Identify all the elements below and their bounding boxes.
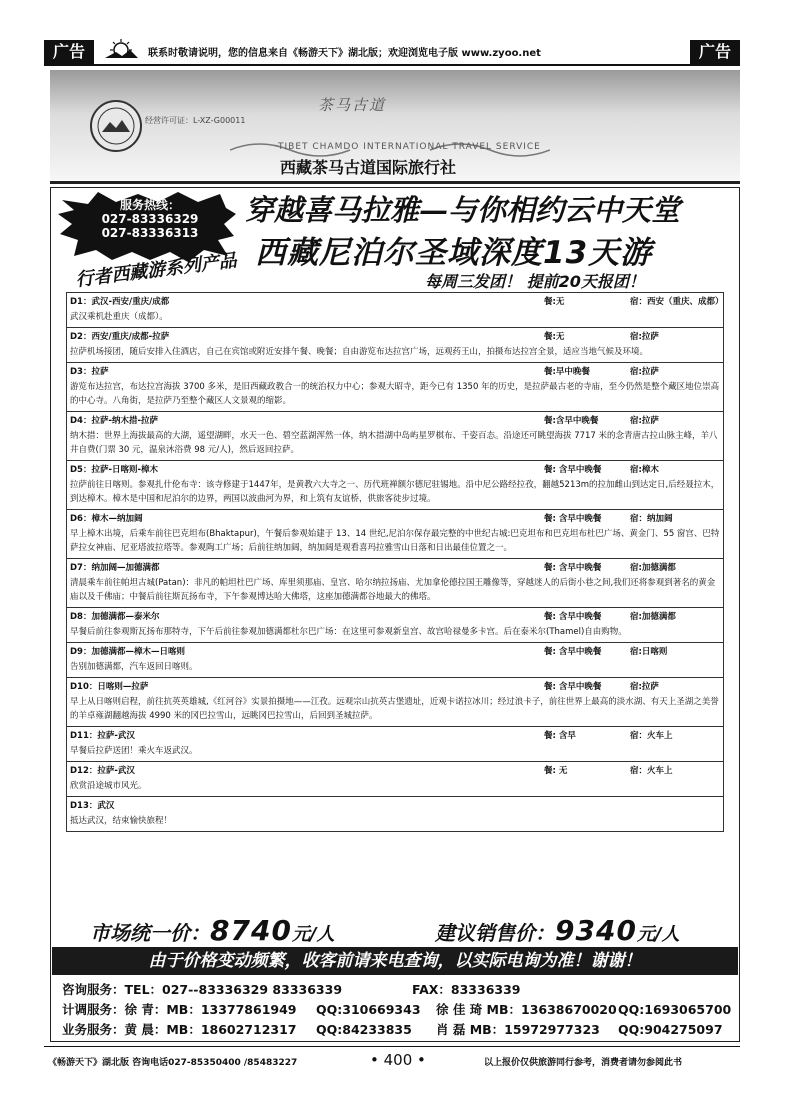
day-meals: 餐: 含早中晚餐 (544, 514, 602, 524)
day-lodging: 宿:拉萨 (630, 367, 659, 377)
ad-tag-left: 广告 (44, 40, 94, 64)
day-lodging: 宿：纳加阔 (630, 514, 673, 524)
sales-1-phone: 业务服务：黄 晨：MB：18602712317 (62, 1022, 297, 1037)
day-title: D2：西安/重庆/成都-拉萨 (70, 332, 170, 342)
day-header (70, 463, 720, 478)
ad-notice: 联系时敬请说明，您的信息来自《畅游天下》湖北版；欢迎浏览电子版 www.zyoo.net (148, 48, 541, 59)
ad-tag-right: 广告 (690, 40, 740, 64)
market-price (90, 914, 335, 947)
sales-1-qq: QQ:84233835 (316, 1022, 412, 1037)
itinerary-day (67, 797, 723, 831)
itinerary-day (67, 559, 723, 608)
day-title: D5：拉萨-日喀则-樟木 (70, 465, 159, 475)
company-name: 西藏茶马古道国际旅行社 (280, 158, 457, 177)
day-meals: 餐:无 (544, 297, 565, 307)
footer-divider (44, 1046, 740, 1047)
day-title: D10：日喀则—拉萨 (70, 682, 149, 692)
price-notice-bar: 由于价格变动频繁，收客前请来电查询，以实际电询为准！谢谢！ (52, 947, 738, 975)
suggested-price-value: 9340 (555, 914, 637, 947)
company-emblem-icon (88, 98, 144, 154)
planner-2-qq: QQ:1693065700 (618, 1002, 732, 1017)
contact-block (62, 980, 742, 1040)
day-description: 早上从日喀则启程，前往抗英英雄城,《红河谷》实景拍摄地——江孜。远观宗山抗英古堡遗址，近观卡诺拉冰川；经过浪卡子，前往世界上最高的淡水湖、有天上圣湖之美誉的羊卓雍湖翻越海拔 4990 米的冈巴拉雪山，远眺冈巴拉雪山，后回到圣城拉萨。 (70, 697, 719, 721)
market-price-value: 8740 (210, 914, 292, 947)
sales-2-qq: QQ:904275097 (618, 1022, 723, 1037)
day-description: 游览布达拉宫，布达拉宫海拔 3700 多米，是旧西藏政教合一的统治权力中心；参观大昭寺，距今已有 1350 年的历史，是拉萨最古老的寺庙，至今仍然是整个藏区地位崇高的中心寺。八角街，是拉萨乃至整个藏区人文景观的缩影。 (70, 382, 720, 406)
day-meals: 餐:早中晚餐 (544, 367, 590, 377)
contact-row-consult (62, 980, 742, 1000)
itinerary-day (67, 678, 723, 727)
day-lodging: 宿:拉萨 (630, 332, 659, 342)
day-lodging: 宿:樟木 (630, 465, 659, 475)
day-description: 抵达武汉，结束愉快旅程！ (70, 816, 173, 826)
day-lodging: 宿:加德满都 (630, 612, 676, 622)
contact-row-planner (62, 1000, 742, 1020)
day-title: D8：加德满都—泰米尔 (70, 612, 160, 622)
hotline-phone-2: 027-83336313 (101, 226, 199, 240)
license-number: 经营许可证：L-XZ-G00011 (145, 116, 246, 125)
day-lodging: 宿：火车上 (630, 731, 673, 741)
day-title: D7：纳加阔—加德满都 (70, 563, 160, 573)
day-meals: 餐: 含早中晚餐 (544, 465, 602, 475)
day-meals: 餐: 含早中晚餐 (544, 647, 602, 657)
contact-row-sales (62, 1020, 742, 1040)
day-lodging: 宿:拉萨 (630, 416, 659, 426)
headline: 穿越喜马拉雅—与你相约云中天堂 (245, 193, 681, 227)
itinerary-day (67, 762, 723, 797)
day-meals: 餐:含早中晚餐 (544, 416, 599, 426)
day-meals: 餐: 含早中晚餐 (544, 612, 602, 622)
day-lodging: 宿:日喀则 (630, 647, 668, 657)
day-title: D9：加德满都—樟木—日喀则 (70, 647, 185, 657)
itinerary-day (67, 643, 723, 678)
departure-note: 每周三发团！ 提前20天报团！ (425, 272, 645, 291)
day-header (70, 414, 720, 429)
day-lodging: 宿:拉萨 (630, 682, 659, 692)
day-header (70, 680, 720, 695)
consult-tel: 咨询服务：TEL：027--83336329 83336339 (62, 982, 343, 997)
day-description: 清晨乘车前往帕坦古城(Patan)：非凡的帕坦杜巴广场、库里须那庙、皇宫、哈尔纳拉扬庙、尤加拿伦德拉国王雕像等，穿越迷人的后街小巷之间,我们还将参观到著名的黄金庙以及千佛庙；中餐后前往斯瓦扬布寺，下午参观博达哈大佛塔，这座加德满都谷地最大的佛塔。 (70, 578, 716, 602)
itinerary-day (67, 363, 723, 412)
consult-fax: FAX：83336339 (412, 982, 521, 997)
price-row (90, 914, 730, 946)
day-title: D3：拉萨 (70, 367, 109, 377)
day-header (70, 610, 720, 625)
planner-1-qq: QQ:310669343 (316, 1002, 421, 1017)
day-meals: 餐: 含早中晚餐 (544, 563, 602, 573)
magazine-logo-icon (100, 38, 142, 62)
suggested-price (435, 914, 680, 947)
day-description: 早餐后前往参观斯瓦扬布那特寺，下午后前往参观加德满都杜尔巴广场：在这里可参观新皇宫、故宫哈禄曼多卡宫。后在泰米尔(Thamel)自由购物。 (70, 627, 627, 637)
day-title: D13：武汉 (70, 801, 115, 811)
day-description: 早餐后拉萨送团！乘火车返武汉。 (70, 746, 198, 756)
day-title: D4：拉萨-纳木措-拉萨 (70, 416, 159, 426)
brand-script: 茶马古道 (318, 96, 387, 114)
top-divider (44, 64, 740, 66)
suggested-price-unit: 元/人 (636, 924, 680, 945)
page-number: • 400 • (370, 1051, 426, 1069)
planner-2-phone: 徐 佳 琦 MB：13638670020 (436, 1002, 617, 1017)
itinerary-day (67, 608, 723, 643)
suggested-price-label: 建议销售价： (435, 921, 555, 945)
tour-title: 西藏尼泊尔圣域深度13天游 (255, 235, 653, 271)
sales-2-phone: 肖 磊 MB：15972977323 (436, 1022, 600, 1037)
market-price-label: 市场统一价： (90, 921, 210, 945)
day-title: D11：拉萨-武汉 (70, 731, 135, 741)
hotline-label: 服务热线： (119, 198, 180, 212)
day-lodging: 宿：火车上 (630, 766, 673, 776)
day-meals: 餐: 含早 (544, 731, 576, 741)
day-lodging: 宿:加德满都 (630, 563, 676, 573)
day-header (70, 330, 720, 345)
market-price-unit: 元/人 (291, 924, 335, 945)
day-lodging: 宿：西安（重庆、成都） (630, 297, 724, 307)
day-title: D1：武汉-西安/重庆/成都 (70, 297, 170, 307)
itinerary-table (66, 292, 724, 832)
day-description: 武汉乘机赴重庆（成都）。 (70, 312, 168, 322)
hotline-block (80, 198, 220, 240)
day-header (70, 561, 720, 576)
day-description: 早上樟木出境，后乘车前往巴克坦布(Bhaktapur)，午餐后参观始建于 13、14 世纪,尼泊尔保存最完整的中世纪古城:巴克坦布和巴克坦布杜巴广场、黄金门、55 窗宫、巴特萨拉女神庙、尼亚塔波拉塔等。参观陶工广场；后前往纳加阔，纳加阔是观看喜玛拉雅雪山日落和日出最佳位置之一。 (70, 529, 720, 553)
hotline-phone-1: 027-83336329 (101, 212, 199, 226)
day-description: 拉萨机场接团，随后安排入住酒店，自己在宾馆或附近安排午餐、晚餐；自由游览布达拉宫广场，远观药王山，拍摄布达拉宫全景，适应当地气候及环境。 (70, 347, 649, 357)
day-header (70, 729, 720, 744)
day-description: 告别加德满都，汽车返回日喀则。 (70, 662, 198, 672)
day-description: 欣赏沿途城市风光。 (70, 781, 147, 791)
day-title: D12：拉萨-武汉 (70, 766, 135, 776)
day-meals (544, 799, 630, 814)
day-meals: 餐: 含早中晚餐 (544, 682, 602, 692)
day-description: 纳木措：世界上海拔最高的大湖，遥望湖畔，水天一色、碧空蓝湖浑然一体，纳木措湖中岛屿星罗棋布、千姿百态。沿途还可眺望海拔 7717 米的念青唐古拉山脉主峰，羊八井自费(门票 30 元，温泉沐浴费 98 元/人)，然后返回拉萨。 (70, 431, 718, 455)
itinerary-day (67, 461, 723, 510)
day-description: 拉萨前往日喀则。参观扎什伦布寺：该寺修建于1447年，是黄教六大寺之一、历代班禅额尔德尼驻锡地。沿中尼公路经拉孜，翻越5213m的拉加雌山到达定日,后经聂拉木，到达樟木。樟木是中国和尼泊尔的边界，两国以波曲河为界，和上筑有友谊桥，供旅客徒步过境。 (70, 480, 720, 504)
header-divider (50, 181, 740, 184)
day-title: D6：樟木—纳加阔 (70, 514, 143, 524)
company-english-name: TIBET CHAMDO INTERNATIONAL TRAVEL SERVICE (278, 142, 541, 152)
day-header (70, 799, 720, 814)
itinerary-day (67, 412, 723, 461)
day-header (70, 365, 720, 380)
day-header (70, 764, 720, 779)
day-meals: 餐: 无 (544, 766, 568, 776)
day-lodging (630, 799, 720, 814)
day-meals: 餐:无 (544, 332, 565, 342)
day-header (70, 512, 720, 527)
footer-disclaimer: 以上报价仅供旅游同行参考，消费者请勿参阅此书 (484, 1058, 683, 1068)
day-header (70, 645, 720, 660)
product-series: 行者西藏游系列产品 (74, 250, 238, 291)
day-header (70, 295, 724, 310)
footer-publication: 《畅游天下》湖北版 咨询电话027-85350400 /85483227 (48, 1058, 298, 1068)
planner-1-phone: 计调服务：徐 青：MB：13377861949 (62, 1002, 297, 1017)
itinerary-day (67, 510, 723, 559)
itinerary-day (67, 328, 723, 363)
itinerary-day (67, 727, 723, 762)
itinerary-day (67, 293, 723, 328)
